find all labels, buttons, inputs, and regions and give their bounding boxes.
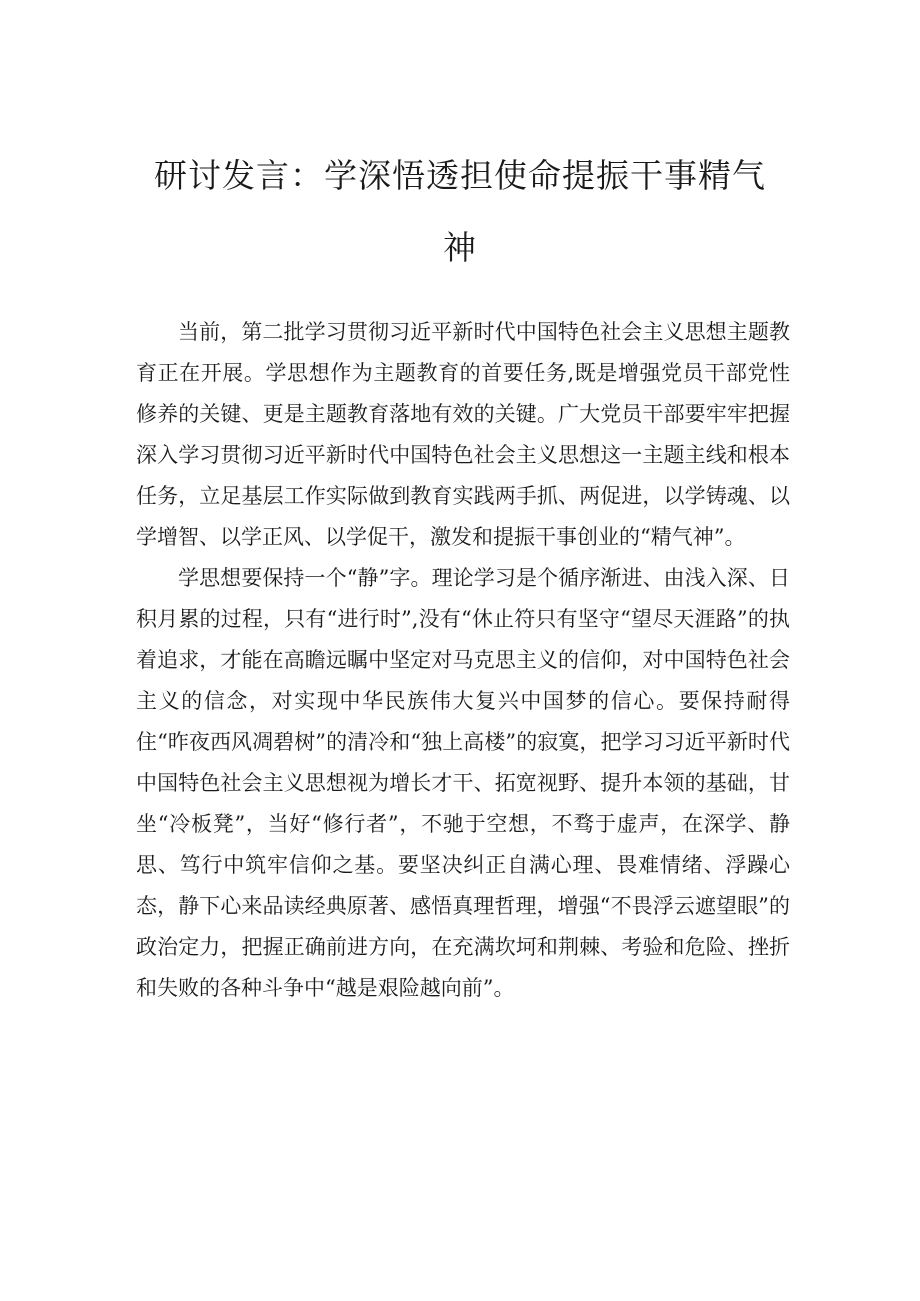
paragraph-2: 学思想要保持一个“静”字。理论学习是个循序渐进、由浅入深、日积月累的过程，只有“进行时”,没有“休止符只有坚守“望尽天涯路”的执着追求，才能在高瞻远瞩中坚定对马克思主义的信仰，对中国特色社会主义的信念，对实现中华民族伟大复兴中国梦的信心。要保持耐得住“昨夜西风凋碧树”的清冷和“独上高楼”的寂寞，把学习习近平新时代中国特色社会主义思想视为增长才干、拓宽视野、提升本领的基础，甘坐“冷板凳”，当好“修行者”，不驰于空想，不骛于虚声，在深学、静思、笃行中筑牢信仰之基。要坚决纠正自满心理、畏难情绪、浮躁心态，静下心来品读经典原著、感悟真理哲理，增强“不畏浮云遮望眼”的政治定力，把握正确前进方向，在充满坎坷和荆棘、考验和危险、挫折和失败的各种斗争中“越是艰险越向前”。: [136, 566, 790, 1000]
title-line-2: 神: [443, 228, 477, 267]
document-body: [136, 312, 790, 1009]
title-line-1: 研讨发言：学深悟透担使命提振干事精气: [154, 156, 766, 195]
paragraph-1: 当前，第二批学习贯彻习近平新时代中国特色社会主义思想主题教育正在开展。学思想作为主题教育的首要任务,既是增强党员干部党性修养的关键、更是主题教育落地有效的关键。广大党员干部要牢牢把握深入学习贯彻习近平新时代中国特色社会主义思想这一主题主线和根本任务，立足基层工作实际做到教育实践两手抓、两促进，以学铸魂、以学增智、以学正风、以学促干，激发和提振干事创业的“精气神”。: [136, 320, 790, 549]
document-title: [0, 140, 920, 284]
